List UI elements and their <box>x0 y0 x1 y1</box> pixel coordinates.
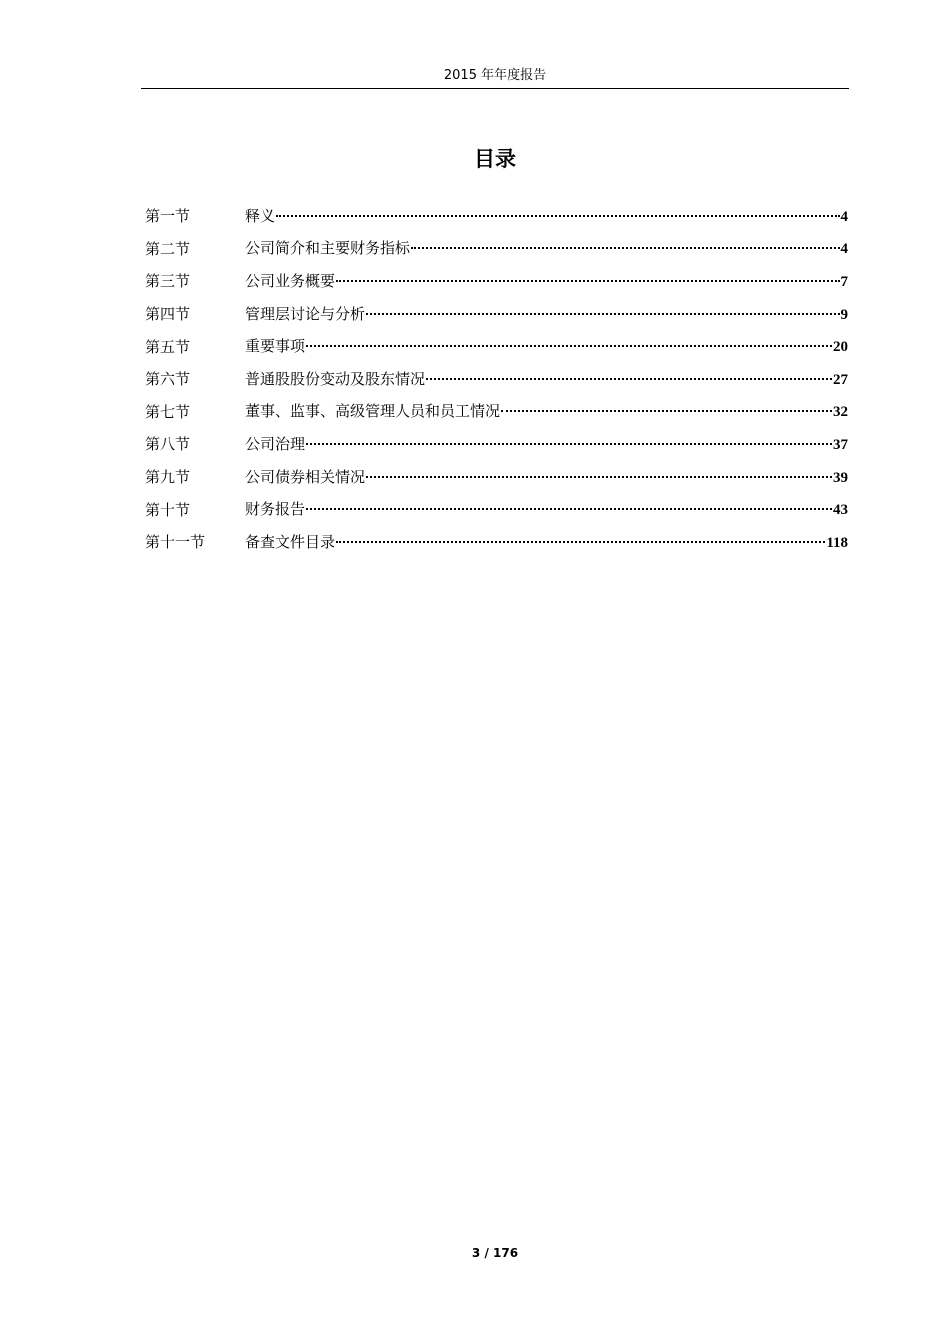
toc-heading: 公司业务概要 <box>245 271 336 290</box>
toc-entry-9[interactable] <box>145 461 848 494</box>
toc-page-number: 7 <box>840 273 848 290</box>
dot-leader <box>306 443 832 445</box>
toc-section-number: 第一节 <box>145 207 191 226</box>
toc-page-number: 32 <box>833 404 848 421</box>
dot-leader <box>276 215 839 217</box>
toc-section-number: 第十节 <box>145 500 191 519</box>
toc-section-number: 第三节 <box>145 272 191 291</box>
dot-leader <box>336 280 839 282</box>
dot-leader <box>366 313 839 315</box>
toc-entry-8[interactable] <box>145 428 848 461</box>
toc-entry-5[interactable] <box>145 330 848 363</box>
toc-section-number: 第九节 <box>145 468 191 487</box>
toc-heading: 重要事项 <box>245 337 306 356</box>
toc-page-number: 118 <box>826 534 848 551</box>
running-header <box>141 66 849 89</box>
toc-heading: 管理层讨论与分析 <box>245 304 366 323</box>
toc-entry-3[interactable] <box>145 265 848 298</box>
toc-heading: 财务报告 <box>245 500 306 519</box>
toc-entry-6[interactable] <box>145 363 848 396</box>
toc-entry-11[interactable] <box>145 526 848 559</box>
dot-leader <box>336 541 825 543</box>
toc-page-number: 37 <box>833 436 848 453</box>
toc-page-number: 4 <box>840 208 848 225</box>
page-footer <box>141 1246 849 1260</box>
toc-heading: 备查文件目录 <box>245 532 336 551</box>
dot-leader <box>411 247 839 249</box>
toc-entry-2[interactable] <box>145 233 848 266</box>
toc-heading: 普通股股份变动及股东情况 <box>245 369 426 388</box>
toc-heading: 公司治理 <box>245 434 306 453</box>
toc-page-number: 43 <box>833 502 848 519</box>
dot-leader <box>306 508 832 510</box>
toc-entry-10[interactable] <box>145 493 848 526</box>
toc-entry-7[interactable] <box>145 396 848 429</box>
toc-heading: 公司简介和主要财务指标 <box>245 239 411 258</box>
toc-entry-4[interactable] <box>145 298 848 331</box>
page-indicator: 3 / 176 <box>471 1246 519 1260</box>
toc-title: 目录 <box>474 147 516 171</box>
toc-section-number: 第七节 <box>145 402 191 421</box>
dot-leader <box>426 378 832 380</box>
dot-leader <box>366 476 832 478</box>
toc-heading: 董事、监事、高级管理人员和员工情况 <box>245 402 501 421</box>
toc-section-number: 第十一节 <box>145 533 206 552</box>
toc-section-number: 第二节 <box>145 239 191 258</box>
toc-page-number: 4 <box>840 241 848 258</box>
toc-section-number: 第六节 <box>145 370 191 389</box>
table-of-contents <box>145 200 848 559</box>
toc-page-number: 27 <box>833 371 848 388</box>
toc-heading: 公司债券相关情况 <box>245 467 366 486</box>
toc-heading: 释义 <box>245 206 276 225</box>
dot-leader <box>306 345 832 347</box>
toc-section-number: 第五节 <box>145 337 191 356</box>
toc-page-number: 39 <box>833 469 848 486</box>
toc-section-number: 第八节 <box>145 435 191 454</box>
dot-leader <box>501 410 832 412</box>
toc-entry-1[interactable] <box>145 200 848 233</box>
toc-page-number: 9 <box>840 306 848 323</box>
running-header-title: 2015 年年度报告 <box>443 68 547 83</box>
toc-section-number: 第四节 <box>145 305 191 324</box>
toc-page-number: 20 <box>833 339 848 356</box>
